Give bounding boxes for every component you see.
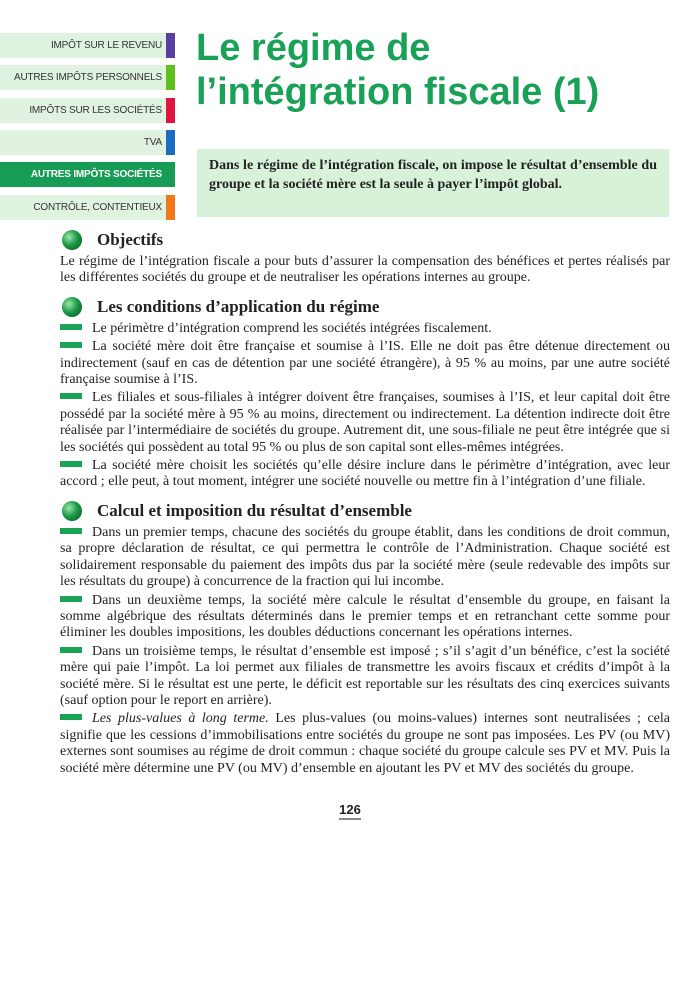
section-heading <box>60 230 670 250</box>
page-footer <box>0 787 700 850</box>
paragraph <box>60 390 670 456</box>
section-heading-text: Objectifs <box>97 229 164 249</box>
paragraph <box>60 339 670 388</box>
green-ball-icon <box>62 501 82 521</box>
bullet-bar-icon <box>60 528 82 534</box>
bullet-bar-icon <box>60 461 82 467</box>
paragraph-text: Dans un premier temps, chacune des sociétés du groupe établit, dans les conditions de droit commun, sa propre déclaration de résultat, ce qui permettra le contrôle de l’Administration. Chaque société est solidairement responsable du paiement des impôts dus par la société mère (seule redevable des impôts sur les résultats du groupe) à concurrence de la fraction qui lui incombe. <box>60 524 670 590</box>
paragraph <box>60 644 670 710</box>
bullet-bar-icon <box>60 342 82 348</box>
paragraph <box>60 711 670 777</box>
section <box>60 230 670 287</box>
bullet-bar-icon <box>60 714 82 720</box>
paragraph <box>60 593 670 642</box>
page-number: 126 <box>339 802 361 820</box>
bullet-bar-icon <box>60 393 82 399</box>
bullet-bar-icon <box>60 647 82 653</box>
bullet-bar-icon <box>60 596 82 602</box>
paragraph-text: La société mère doit être française et soumise à l’IS. Elle ne doit pas être détenue directement ou indirectement (sauf en cas de détention par une société étrangère), à 95 % au moins, par une autre société française soumise à l’IS. <box>60 339 670 388</box>
paragraph-text: La société mère choisit les sociétés qu’elle désire inclure dans le périmètre d’intégration, avec leur accord ; elle peut, à tout moment, intégrer une société nouvelle ou mettre fin à l’intégration d’une filiale. <box>60 458 670 490</box>
section-heading <box>60 297 670 317</box>
title-line-1: Le régime de <box>196 27 431 69</box>
bullet-bar-icon <box>60 324 82 330</box>
nav-tab-label: TVA <box>143 136 162 148</box>
paragraph-text: Dans un troisième temps, le résultat d’ensemble est imposé ; s’il s’agit d’un bénéfice, c’est la société mère qui paie l’impôt. La loi permet aux filiales de transmettre les avoirs fiscaux et crédits d’impôt à la société mère. Si le résultat est une perte, le déficit est reportable sur les résultats des cinq exercices suivants (sauf option pour le report en arrière). <box>60 643 670 708</box>
nav-tab-label: CONTRÔLE, CONTENTIEUX <box>33 201 162 213</box>
paragraph <box>60 525 670 591</box>
section-heading <box>60 501 670 521</box>
nav-tab-label: IMPÔT SUR LE REVENU <box>50 40 162 51</box>
section <box>60 501 670 777</box>
paragraph <box>60 254 670 287</box>
content <box>60 0 670 777</box>
nav-tab-label: AUTRES IMPÔTS SOCIÉTÉS <box>30 169 162 181</box>
paragraph-text: Dans un deuxième temps, la société mère calcule le résultat d’ensemble du groupe, en faisant la somme algébrique des résultats déterminés dans le premier temps et en retranchant cette somme pour éliminer les doubles impositions, les doubles déductions concernant les opérations internes. <box>60 592 670 641</box>
section <box>60 297 670 491</box>
title-line-2: l’intégration fiscale (1) <box>196 71 600 113</box>
nav-tab-label: IMPÔTS SUR LES SOCIÉTÉS <box>29 104 162 116</box>
italic-lead: Les plus-values à long terme. <box>92 711 269 727</box>
green-ball-icon <box>62 297 82 317</box>
section-heading-text: Les conditions d’application du régime <box>97 296 380 316</box>
paragraph <box>60 458 670 491</box>
paragraph-text: Les filiales et sous-filiales à intégrer doivent être françaises, soumises à l’IS, et leur capital doit être possédé par la société mère à 95 % au moins, directement ou indirectement. La détention indirecte doit être réalisée par l’intermédiaire de sociétés du groupe. Autrement dit, une sous-filiale ne peut être intégrée que si les sociétés qui possèdent au total 95 % ou plus de son capital sont elles-mêmes intégrées. <box>60 390 670 455</box>
paragraph-text: Le régime de l’intégration fiscale a pour buts d’assurer la compensation des bénéfices et pertes réalisés par les différentes sociétés du groupe et de neutraliser les opérations internes au groupe. <box>60 254 670 286</box>
paragraph-text: Le périmètre d’intégration comprend les sociétés intégrées fiscalement. <box>92 320 492 336</box>
paragraph-text: Les plus-values (ou moins-values) internes sont neutralisées ; cela signifie que les cessions d’immobilisations entre sociétés du groupe ne sont pas imposées. Les PV (ou MV) externes sont soumises au régime de droit commun : chaque société du groupe calcule ses PV et MV. Puis la société mère détermine une PV (ou MV) d’ensemble en ajoutant les PV et MV des sociétés du groupe. <box>60 711 671 776</box>
nav-tab-label: AUTRES IMPÔTS PERSONNELS <box>13 72 162 84</box>
paragraph <box>60 321 670 337</box>
section-heading-text: Calcul et imposition du résultat d’ensemble <box>97 500 412 520</box>
green-ball-icon <box>62 230 82 250</box>
summary-box: Dans le régime de l’intégration fiscale, on impose le résultat d’ensemble du groupe et la société mère est la seule à payer l’impôt global. <box>197 149 669 217</box>
